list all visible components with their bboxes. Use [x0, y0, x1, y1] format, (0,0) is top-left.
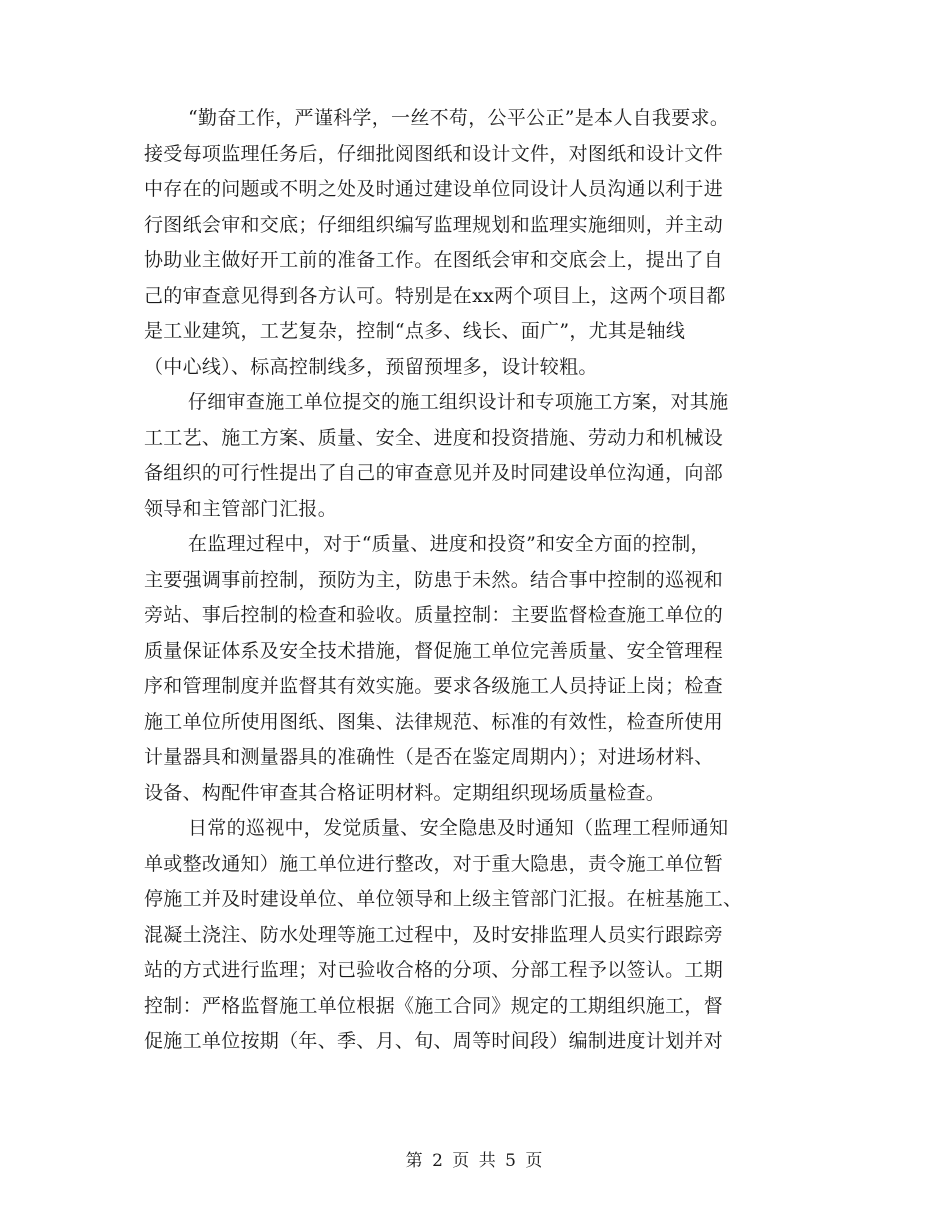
- text-line: 站的方式进行监理；对已验收合格的分项、分部工程予以签认。工期: [144, 959, 724, 981]
- text-line: 是工业建筑，工艺复杂，控制“点多、线长、面广”，尤其是轴线: [144, 320, 686, 342]
- text-line: 混凝土浇注、防水处理等施工过程中，及时安排监理人员实行跟踪旁: [144, 923, 724, 946]
- text-line: 促施工单位按期（年、季、月、旬、周等时间段）编制进度计划并对: [144, 1030, 724, 1052]
- text-line: 设备、构配件审查其合格证明材料。定期组织现场质量检查。: [144, 781, 666, 804]
- text-line: 主要强调事前控制，预防为主，防患于未然。结合事中控制的巡视和: [144, 568, 724, 591]
- text-line: 备组织的可行性提出了自己的审查意见并及时同建设单位沟通，向部: [144, 462, 724, 484]
- text-line: 协助业主做好开工前的准备工作。在图纸会审和交底会上，提出了自: [144, 249, 724, 271]
- text-line: 领导和主管部门汇报。: [144, 497, 338, 520]
- text-line: 序和管理制度并监督其有效实施。要求各级施工人员持证上岗；检查: [144, 675, 724, 697]
- text-line: 接受每项监理任务后，仔细批阅图纸和设计文件，对图纸和设计文件: [144, 142, 724, 165]
- paragraph-1: [144, 101, 816, 385]
- text-line: （中心线）、标高控制线多，预留预埋多，设计较粗。: [144, 355, 598, 378]
- text-line: “勤奋工作，严谨科学，一丝不苟，公平公正”是本人自我要求。: [188, 107, 730, 129]
- text-line: 日常的巡视中，发觉质量、安全隐患及时通知（监理工程师通知: [188, 817, 729, 839]
- text-line: 计量器具和测量器具的准确性（是否在鉴定周期内）；对进场材料、: [144, 746, 714, 768]
- document-body: [144, 101, 816, 1060]
- text-line: 质量保证体系及安全技术措施，督促施工单位完善质量、安全管理程: [144, 639, 724, 662]
- paragraph-2: [144, 385, 816, 527]
- text-line: 旁站、事后控制的检查和验收。质量控制：主要监督检查施工单位的: [144, 604, 724, 626]
- paragraph-3: [144, 527, 816, 811]
- text-line: 停施工并及时建设单位、单位领导和上级主管部门汇报。在桩基施工、: [144, 888, 743, 910]
- text-line: 仔细审查施工单位提交的施工组织设计和专项施工方案，对其施: [188, 391, 729, 413]
- text-line: 在监理过程中，对于“质量、进度和投资”和安全方面的控制，: [188, 533, 710, 555]
- text-line: 中存在的问题或不明之处及时通过建设单位同设计人员沟通以利于进: [144, 178, 724, 200]
- text-line: 控制：严格监督施工单位根据《施工合同》规定的工期组织施工，督: [144, 994, 724, 1017]
- page-number-footer: 第 2 页 共 5 页: [405, 1151, 545, 1171]
- text-line: 行图纸会审和交底；仔细组织编写监理规划和监理实施细则，并主动: [144, 213, 724, 236]
- text-line: 工工艺、施工方案、质量、安全、进度和投资措施、劳动力和机械设: [144, 426, 724, 449]
- text-line: 单或整改通知）施工单位进行整改，对于重大隐患，责令施工单位暂: [144, 852, 724, 875]
- paragraph-4: [144, 811, 816, 1060]
- text-line: 施工单位所使用图纸、图集、法律规范、标准的有效性，检查所使用: [144, 710, 724, 733]
- text-line: 己的审查意见得到各方认可。特别是在xx两个项目上，这两个项目都: [144, 284, 726, 307]
